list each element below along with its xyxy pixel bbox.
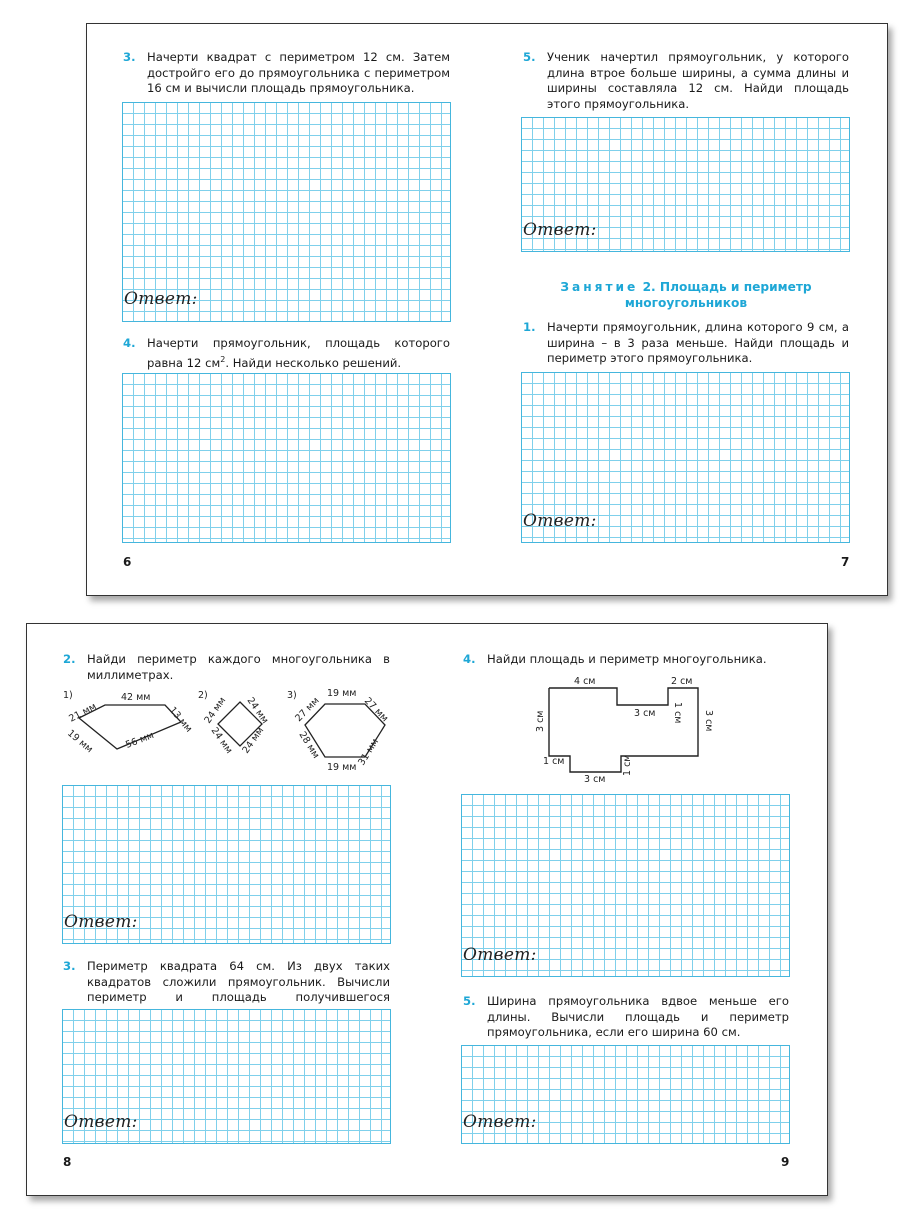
side-label: 1 см — [672, 702, 683, 724]
task-1-top — [523, 320, 849, 367]
figure-3-side: 19 мм — [327, 762, 357, 773]
figure-3-side: 19 мм — [327, 688, 357, 699]
figure-2-side: 24 мм — [244, 695, 271, 726]
task-text: Ширина прямоугольника вдвое меньше его длины. Вычисли площадь и периметр прямоугольника, если его ширина 60 см. — [487, 994, 789, 1039]
figure-1-side: 13 мм — [166, 704, 195, 735]
task-number: 1. — [523, 320, 536, 334]
task-2-bottom — [63, 652, 390, 683]
figure-3-side: 27 мм — [361, 695, 391, 725]
answer-grid[interactable] — [461, 794, 790, 977]
spread-pages-6-7 — [86, 23, 888, 596]
side-label: 1 см — [622, 754, 633, 776]
task-3-top — [123, 50, 450, 97]
figure-2-label: 2) — [198, 690, 208, 701]
task-text: Найди площадь и периметр многоугольника. — [487, 652, 767, 666]
answer-grid[interactable] — [461, 1045, 790, 1144]
task-5-bottom — [463, 994, 789, 1041]
task-4-top — [123, 336, 450, 371]
task-text: Начерти прямоугольник, длина которого 9 см, а ширина – в 3 раза меньше. Найди площадь и периметр этого прямоугольника. — [547, 320, 849, 365]
answer-grid[interactable] — [62, 785, 391, 944]
answer-grid[interactable] — [521, 117, 850, 252]
task-number: 2. — [63, 652, 76, 666]
answer-label: Ответ: — [463, 945, 537, 965]
side-label: 2 см — [671, 676, 693, 687]
task-number: 5. — [463, 994, 476, 1008]
task-text: Найди периметр каждого многоугольника в миллиметрах. — [87, 652, 390, 682]
figure-1-side: 19 мм — [65, 727, 95, 756]
side-label: 3 см — [703, 710, 714, 732]
page-number-7: 7 — [841, 555, 850, 569]
task-number: 4. — [463, 652, 476, 666]
task-text: Периметр квадрата 64 см. Из двух таких квадратов сложили прямоугольник. Вычисли периметр и площадь получившегося — [87, 959, 390, 1004]
answer-label: Ответ: — [463, 1112, 537, 1132]
answer-grid[interactable] — [62, 1009, 391, 1144]
side-label: 3 см — [634, 708, 656, 719]
answer-label: Ответ: — [64, 912, 138, 932]
answer-grid[interactable] — [521, 372, 850, 543]
task-number: 3. — [123, 50, 136, 64]
answer-grid[interactable] — [122, 373, 451, 543]
lesson-heading: Занятие 2. Площадь и периметр многоугольников — [560, 280, 812, 310]
figure-1-side: 56 мм — [124, 729, 156, 751]
answer-label: Ответ: — [523, 220, 597, 240]
figure-1-label: 1) — [63, 690, 73, 701]
polygon-figures — [61, 684, 401, 774]
figure-3-side: 27 мм — [293, 695, 322, 725]
figure-2-side: 24 мм — [240, 725, 267, 756]
side-label: 4 см — [574, 676, 596, 687]
figure-1-side: 42 мм — [121, 692, 151, 703]
figure-1-side: 21 мм — [67, 701, 99, 725]
figure-2-side: 24 мм — [202, 695, 229, 726]
answer-label: Ответ: — [124, 289, 198, 309]
task-number: 4. — [123, 336, 136, 350]
side-label: 1 см — [543, 756, 565, 767]
task-text: Ученик начертил прямоугольник, у которого длина втрое больше ширины, а сумма длины и ширины составляла 12 см. Найди площадь этого прямоугольника. — [547, 50, 849, 111]
rectilinear-polygon-figure — [532, 672, 732, 784]
answer-label: Ответ: — [64, 1112, 138, 1132]
answer-label: Ответ: — [523, 511, 597, 531]
answer-grid[interactable] — [122, 102, 451, 322]
page-number-6: 6 — [123, 555, 132, 569]
task-4-bottom — [463, 652, 789, 668]
side-label: 3 см — [535, 710, 546, 732]
figure-2-side: 24 мм — [208, 725, 235, 756]
task-number: 5. — [523, 50, 536, 64]
task-5-top — [523, 50, 849, 112]
page-number-9: 9 — [781, 1155, 790, 1169]
spread-pages-8-9 — [26, 623, 828, 1196]
page-number-8: 8 — [63, 1155, 72, 1169]
figure-3-label: 3) — [287, 690, 297, 701]
figure-3-side: 31 мм — [356, 736, 382, 768]
task-text: Начерти квадрат с периметром 12 см. Затем достройго его до прямоугольника с периметром 16 см и вычисли площадь прямоугольника. — [147, 50, 450, 95]
task-number: 3. — [63, 959, 76, 973]
task-text: Начерти прямоугольник, площадь которого равна 12 $см^2$. Найди несколько решений. — [147, 336, 450, 370]
side-label: 3 см — [584, 774, 606, 784]
figure-3-side: 28 мм — [296, 729, 322, 761]
